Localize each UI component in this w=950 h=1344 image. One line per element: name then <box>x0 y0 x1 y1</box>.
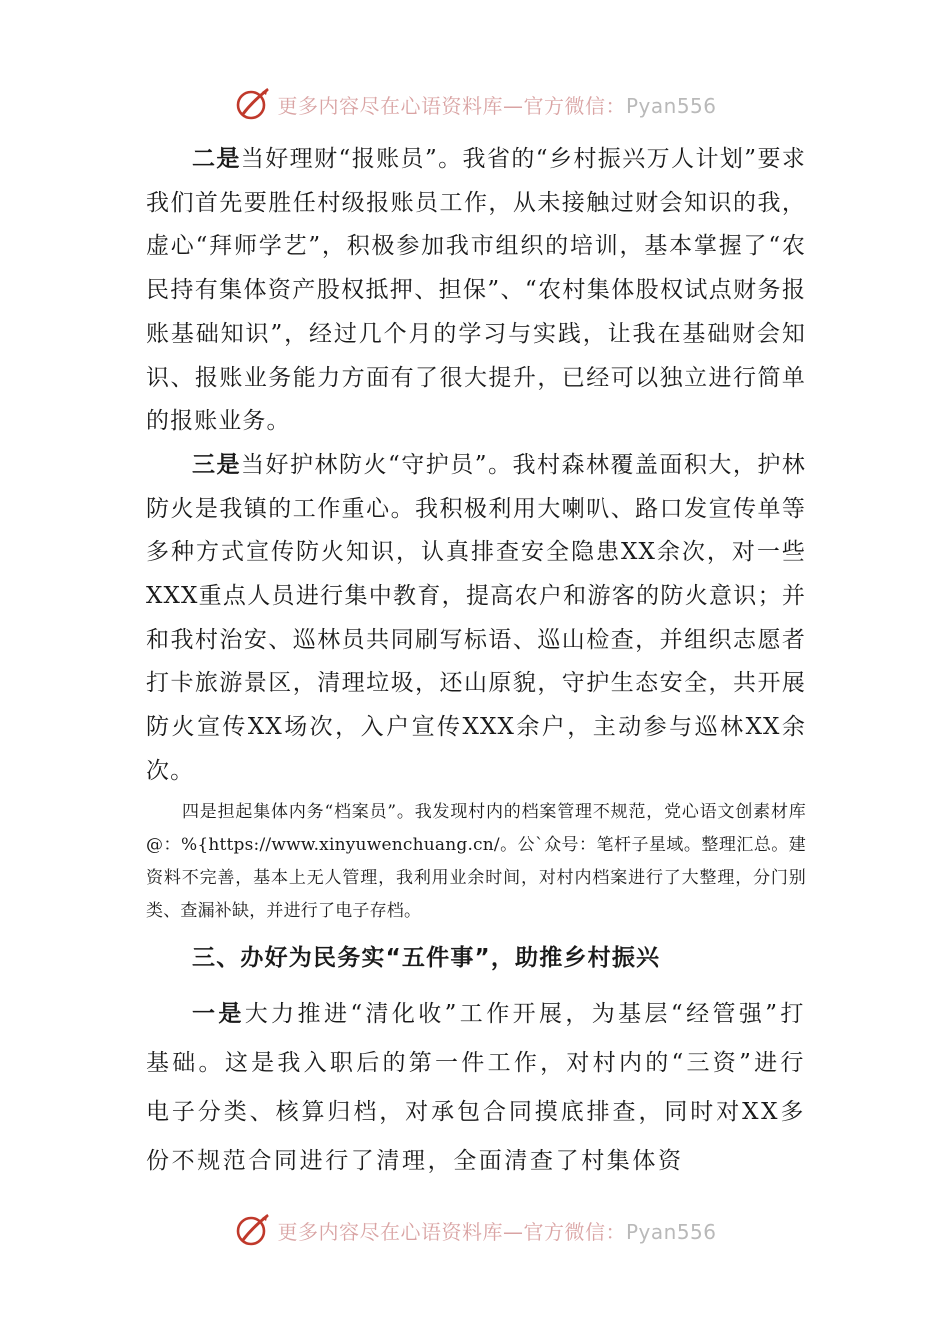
banner-text <box>277 1216 716 1245</box>
banner-text <box>277 90 716 119</box>
section-heading: 三、办好为民务实“五件事”，助推乡村振兴 <box>192 944 661 971</box>
banner-wechat-id: Pyan556 <box>625 1219 717 1244</box>
paragraph-lead: 二是 <box>192 146 241 172</box>
paragraph-cleanup <box>146 990 806 1186</box>
paragraph-body: 当好理财“报账员”。我省的“乡村振兴万人计划”要求我们首先要胜任村级报账员工作，从未接触过财会知识的我，虚心“拜师学艺”，积极参加我市组织的培训，基本掌握了“农民持有集体资产股权抵押、担保”、“农村集体股权试点财务报账基础知识”，经过几个月的学习与实践，让我在基础财会知识、报账业务能力方面有了很大提升，已经可以独立进行简单的报账业务。 <box>146 146 806 435</box>
pen-circle-logo-icon <box>233 1210 273 1250</box>
banner-text-cn: 更多内容尽在心语资料库—官方微信： <box>277 93 626 118</box>
footer-watermark-banner <box>0 1208 950 1252</box>
banner-text-cn: 更多内容尽在心语资料库—官方微信： <box>277 1219 626 1244</box>
banner-wechat-id: Pyan556 <box>625 93 717 118</box>
paragraph-archivist: 四是担起集体内务“档案员”。我发现村内的档案管理不规范，党心语文创素材库@：%{https://www.xinyuwenchuang.cn/。公`众号：笔杆子星域。整理汇总。建资料不完善，基本上无人管理，我利用业余时间，对村内档案进行了大整理，分门别类、查漏补缺，并进行了电子存档。 <box>146 801 806 921</box>
paragraph-accountant <box>146 138 806 444</box>
header-watermark-banner <box>0 82 950 126</box>
paragraph-body: 大力推进“清化收”工作开展，为基层“经管强”打基础。这是我入职后的第一件工作，对村内的“三资”进行电子分类、核算归档，对承包合同摸底排查，同时对XX多份不规范合同进行了清理，全面清查了村集体资 <box>146 1000 806 1174</box>
pen-circle-logo-icon <box>233 84 273 124</box>
paragraph-lead: 一是 <box>192 1000 245 1027</box>
paragraph-forest-guard <box>146 444 806 794</box>
document-body <box>146 138 806 1186</box>
paragraph-lead: 三是 <box>192 451 241 478</box>
paragraph-body: 当好护林防火“守护员”。我村森林覆盖面积大，护林防火是我镇的工作重心。我积极利用大喇叭、路口发宣传单等多种方式宣传防火知识，认真排查安全隐患XX余次，对一些XXX重点人员进行集中教育，提高农户和游客的防火意识；并和我村治安、巡林员共同刷写标语、巡山检查，并组织志愿者打卡旅游景区，清理垃圾，还山原貌，守护生态安全，共开展防火宣传XX场次，入户宣传XXX余户，主动参与巡林XX余次。 <box>146 451 807 784</box>
